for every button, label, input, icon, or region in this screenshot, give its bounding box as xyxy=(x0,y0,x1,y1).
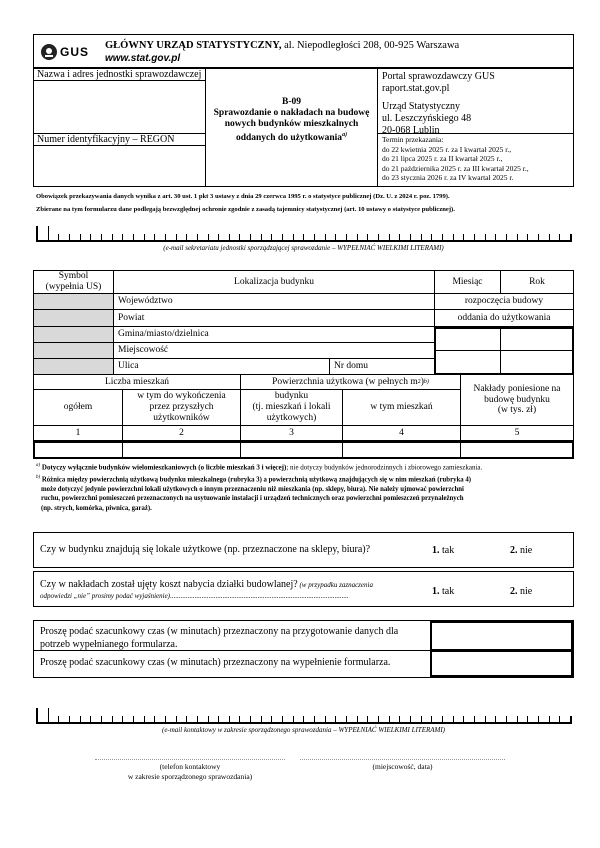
costs-header xyxy=(460,374,574,426)
header-institution-line xyxy=(105,40,459,51)
footnote-a-mark: a) xyxy=(36,463,41,468)
house-number-field[interactable]: Nr domu xyxy=(329,358,435,375)
unit-name-label: Nazwa i adres jednostki sprawozdawczej xyxy=(37,69,202,80)
col-num-3: 3 xyxy=(240,425,343,441)
question-2-no-label: nie xyxy=(517,586,533,597)
footnote-b-line4: (np. strych, komórka, piwnica, garaż). xyxy=(41,505,152,513)
time-prep-line1: Proszę podać szacunkowy czas (w minutach) przeznaczony na przygotowanie danych dla xyxy=(40,626,399,637)
residents-header: Liczba mieszkań xyxy=(33,374,241,390)
question-2-line1 xyxy=(40,579,373,590)
symbol-cell-wojewodztwo xyxy=(33,293,114,310)
portal-url[interactable]: raport.stat.gov.pl xyxy=(382,83,450,94)
area-header-note: b) xyxy=(423,378,429,385)
question-1-yes-label: tak xyxy=(439,545,455,556)
question-1-yes[interactable] xyxy=(432,545,454,556)
phone-field[interactable] xyxy=(95,750,285,760)
area-header-close: ) xyxy=(420,376,424,387)
input-building-area[interactable] xyxy=(242,443,341,457)
location-header: Lokalizacja budynku xyxy=(113,270,435,294)
col-building-line1: budynku xyxy=(274,391,309,402)
location-row-ulica[interactable]: Ulica xyxy=(113,358,330,375)
legal-line1: Obowiązek przekazywania danych wynika z art. 30 ust. 1 pkt 3 ustawy z dnia 29 czerwca 1995 r. o statystyce publicznej (Dz. U. z 2024 r. poz. 1799). xyxy=(36,193,450,200)
place-date-caption: (miejscowość, data) xyxy=(372,762,433,771)
office-line2: ul. Leszczyńskiego 48 xyxy=(382,113,472,124)
form-title-line2: nowych budynków mieszkalnych xyxy=(224,119,359,129)
question-1-no[interactable] xyxy=(510,545,532,556)
symbol-header xyxy=(33,270,114,294)
gus-logo xyxy=(40,42,100,62)
gus-logo-text: GUS xyxy=(60,45,90,59)
commission-label: oddania do użytkowania xyxy=(434,309,574,327)
col-num-5: 5 xyxy=(460,425,574,441)
question-1-yes-num: 1. xyxy=(432,545,440,556)
area-header xyxy=(240,374,461,390)
location-row-wojewodztwo[interactable]: Województwo xyxy=(113,293,435,310)
deadline-q3: do 21 października 2025 r. za III kwartał 2025 r., xyxy=(382,163,529,173)
footnote-b xyxy=(36,473,576,514)
question-2-no-num: 2. xyxy=(510,586,518,597)
form-title-sup: a) xyxy=(342,132,348,138)
col-building-header xyxy=(240,389,343,426)
start-year-field[interactable] xyxy=(502,329,572,349)
question-2-yes[interactable] xyxy=(432,586,454,597)
symbol-subtitle: (wypełnia US) xyxy=(45,282,102,292)
col-finished-line1: w tym do wykończenia xyxy=(137,391,226,402)
website-link[interactable]: www.stat.gov.pl xyxy=(105,53,181,64)
question-2-hint2: odpowiedzi „nie” prosimy podać wyjaśnienie) xyxy=(40,592,171,600)
question-1-no-num: 2. xyxy=(510,545,518,556)
place-date-field[interactable] xyxy=(300,750,505,760)
deadline-label: Termin przekazania: xyxy=(382,135,444,144)
question-2-explanation-field[interactable]: ...................................................................................................... xyxy=(170,592,349,600)
start-label: rozpoczęcia budowy xyxy=(434,293,574,310)
col-building-line2: (tj. mieszkań i lokali xyxy=(252,402,331,413)
col-num-2: 2 xyxy=(122,425,241,441)
footnote-a xyxy=(36,463,482,471)
start-month-field[interactable] xyxy=(436,329,499,349)
regon-label: Numer identyfikacyjny – REGON xyxy=(37,134,175,145)
deadline-q1: do 22 kwietnia 2025 r. za I kwartał 2025 r., xyxy=(382,144,512,154)
footnote-b-mark: b) xyxy=(36,475,41,480)
area-header-text: Powierzchnia użytkowa (w pełnych m xyxy=(272,376,418,387)
form-code: B-09 xyxy=(282,97,301,107)
col-total-header: ogółem xyxy=(33,389,123,426)
question-2-hint1: (w przypadku zaznaczenia xyxy=(297,581,373,589)
unit-name-field[interactable] xyxy=(34,81,204,132)
symbol-cell-powiat xyxy=(33,309,114,327)
institution-name: GŁÓWNY URZĄD STATYSTYCZNY, xyxy=(105,40,282,51)
phone-caption-line2: w zakresie sporządzonego sprawozdania) xyxy=(127,772,253,781)
time-prep-line2: potrzeb wypełnianego formularza. xyxy=(40,639,178,650)
costs-header-line2: budowę budynku xyxy=(484,394,550,405)
email-secretary-input[interactable] xyxy=(36,226,572,242)
form-title-line3-wrap xyxy=(206,130,377,144)
deadline-q4: do 23 stycznia 2026 r. za IV kwartał 2025 r. xyxy=(382,173,514,182)
question-2-no[interactable] xyxy=(510,586,532,597)
col-num-4: 4 xyxy=(342,425,461,441)
footnote-a-rest: ; nie dotyczy budynków jednorodzinnych i zbiorowego zamieszkania. xyxy=(286,463,483,472)
location-row-powiat[interactable]: Powiat xyxy=(113,309,435,327)
footnote-b-line1: Różnica między powierzchnią użytkową budynku mieszkalnego (rubryka 3) a powierzchnią użytkową znajdujących się w nim mieszkań (rubryka 4) xyxy=(41,476,472,484)
costs-header-line1: Nakłady poniesione na xyxy=(473,383,561,394)
phone-caption-line1: (telefon kontaktowy xyxy=(159,762,221,771)
question-2-line2 xyxy=(40,592,349,600)
col-finished-line2: przez przyszłych xyxy=(149,402,214,413)
time-fill-input[interactable] xyxy=(430,650,573,677)
col-finished-line3: użytkowników xyxy=(153,412,210,423)
question-2-yes-num: 1. xyxy=(432,586,440,597)
deadline-q2: do 21 lipca 2025 r. za II kwartał 2025 r., xyxy=(382,154,503,163)
email-contact-input[interactable] xyxy=(36,708,572,724)
question-1-no-label: nie xyxy=(517,545,533,556)
year-header: Rok xyxy=(500,270,574,294)
deadline-block xyxy=(382,135,529,183)
symbol-title: Symbol xyxy=(58,271,89,282)
input-total-flats[interactable] xyxy=(35,443,121,457)
time-prep-label xyxy=(40,625,398,651)
email-secretary-caption: (e-mail sekretariatu jednostki sporządzającej sprawozdanie – WYPEŁNIAĆ WIELKIMI LITERAMI) xyxy=(163,244,444,252)
symbol-cell-miejscowosc xyxy=(33,342,114,359)
phone-caption xyxy=(95,762,285,782)
input-flats-area[interactable] xyxy=(344,443,459,457)
footnote-b-line3: ruchu, powierzchni pomieszczeń przeznaczonych na usytuowanie instalacji i urządzeń technicznych oraz powierzchni pomieszczeń przynależnych xyxy=(41,495,464,503)
col-building-line3: użytkowych) xyxy=(266,412,317,423)
col-num-1: 1 xyxy=(33,425,123,441)
office-line3: 20-068 Lublin xyxy=(382,125,440,136)
symbol-cell-gmina xyxy=(33,326,114,343)
office-line1: Urząd Statystyczny xyxy=(382,101,461,112)
symbol-cell-ulica xyxy=(33,358,114,375)
col-flats-header: w tym mieszkań xyxy=(342,389,461,426)
costs-header-line3: (w tys. zł) xyxy=(497,405,537,416)
footnote-a-bold: Dotyczy wyłącznie budynków wielomieszkaniowych (o liczbie mieszkań 3 i więcej) xyxy=(41,463,287,472)
time-prep-input[interactable] xyxy=(430,621,573,651)
form-title-block xyxy=(206,97,377,144)
input-costs[interactable] xyxy=(462,443,572,457)
portal-label: Portal sprawozdawczy GUS xyxy=(382,71,495,82)
email-contact-caption: (e-mail kontaktowy w zakresie sporządzonego sprawozdania – WYPEŁNIAĆ WIELKIMI LITERAMI) xyxy=(161,726,446,734)
month-header: Miesiąc xyxy=(434,270,501,294)
area-header-sup: 2 xyxy=(417,378,421,385)
institution-address: al. Niepodległości 208, 00-925 Warszawa xyxy=(281,40,460,51)
question-2-yes-label: tak xyxy=(439,586,455,597)
time-fill-label: Proszę podać szacunkowy czas (w minutach) przeznaczony na wypełnienie formularza. xyxy=(40,657,391,668)
gus-logo-icon xyxy=(40,43,58,61)
question-2-text: Czy w nakładach został ujęty koszt nabycia działki budowlanej? xyxy=(40,579,298,590)
commission-month-field[interactable] xyxy=(436,352,499,373)
regon-field[interactable] xyxy=(34,146,204,186)
location-row-gmina[interactable]: Gmina/miasto/dzielnica xyxy=(113,326,435,343)
form-title-line3: oddanych do użytkowania xyxy=(235,133,343,144)
portal-block xyxy=(382,71,495,137)
commission-year-field[interactable] xyxy=(502,352,572,373)
location-row-miejscowosc[interactable]: Miejscowość xyxy=(113,342,435,359)
footnote-b-line2: może dotyczyć jedynie powierzchni lokali użytkowych o innym przeznaczeniu niż mieszkania (np. sklepy, biura). Nie należy ujmować powierzchni xyxy=(41,485,464,493)
col-finished-header xyxy=(122,389,241,426)
form-title-line1: Sprawozdanie o nakładach na budowę xyxy=(213,108,370,118)
question-1-text: Czy w budynku znajdują się lokale użytkowe (np. przeznaczone na sklepy, biura)? xyxy=(40,544,371,555)
input-finished-flats[interactable] xyxy=(124,443,239,457)
legal-line2: Zbierane na tym formularzu dane podlegają bezwzględnej ochronie zgodnie z zasadą tajemnicy statystycznej (art. 10 ustawy o statystyce publicznej). xyxy=(36,206,455,213)
